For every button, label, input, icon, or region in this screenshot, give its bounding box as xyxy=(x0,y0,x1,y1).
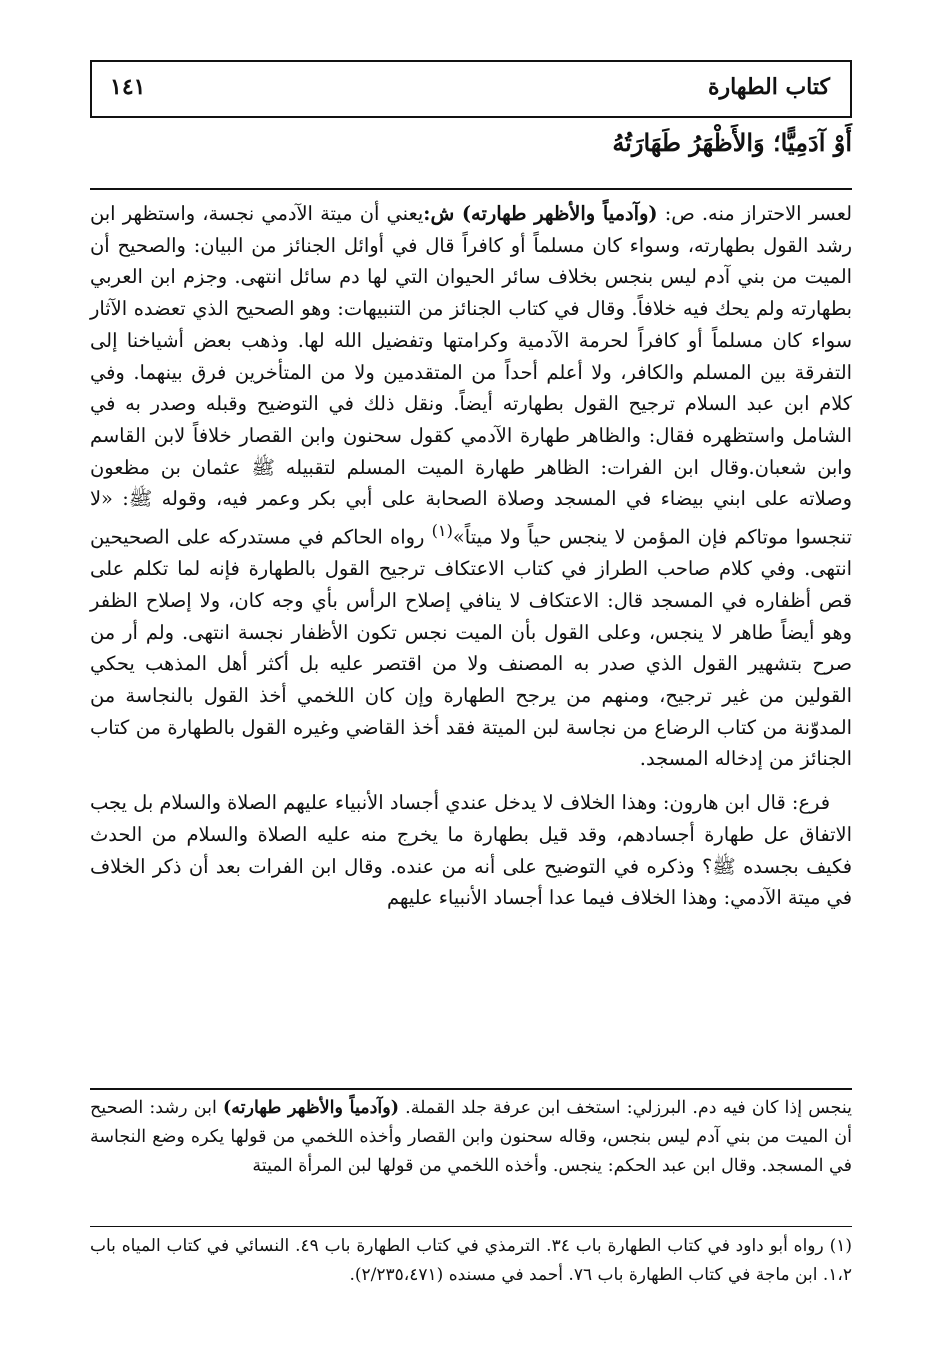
p1-intro: لعسر الاحتراز منه. ص: xyxy=(657,202,852,225)
page-number: ١٤١ xyxy=(110,74,146,100)
footnote xyxy=(90,1232,852,1290)
paragraph-2: فرع: قال ابن هارون: وهذا الخلاف لا يدخل عندي أجساد الأنبياء عليهم الصلاة والسلام بل يجب الاتفاق عل طهارة أجسادهم، وقد قيل بطهارة ما يخرج منه عليه الصلاة والسلام من الحدث فكيف بجسده ﷺ؟ وذكره في التوضيح على أنه من عنده. وقال ابن الفرات بعد أن ذكر الخلاف في ميتة الآدمي: وهذا الخلاف فيما عدا أجساد الأنبياء عليهم xyxy=(90,791,852,910)
page-header xyxy=(90,60,852,118)
commentary-quote: (وآدمياً والأظهر طهارته) xyxy=(222,1098,399,1118)
commentary-intro: ينجس إذا كان فيه دم. البرزلي: استخف ابن عرفة جلد القملة. xyxy=(399,1098,852,1118)
main-text xyxy=(90,198,852,914)
p1-body: يعني أن ميتة الآدمي نجسة، واستظهر ابن رشد القول بطهارته، وسواء كان مسلماً أو كافراً قال في أوائل الجنائز من البيان: والصحيح أن الميت من بني آدم ليس بنجس بخلاف سائر الحيوان التي لها دم سائل انتهى. وجزم ابن العربي بطهارته ولم يحك فيه خلافاً. وقال في كتاب الجنائز من التنبيهات: وهو الصحيح الذي تعضده الآثار سواء كان مسلماً أو كافراً لحرمة الآدمية وكرامتها وتفضيل الله لها. وذهب بعض أشياخنا إلى التفرقة بين المسلم والكافر، ولا أعلم أحداً من المتقدمين ولا من المتأخرين فرق بينهما. وفي كلام ابن عبد السلام ترجيح القول بطهارته أيضاً. ونقل ذلك في التوضيح وقبله وصدر به في الشامل واستظهره فقال: والظاهر طهارة الآدمي كقول سحنون وابن القصار خلافاً لابن القاسم وابن شعبان.وقال ابن الفرات: الظاهر طهارة الميت المسلم لتقبيله ﷺ عثمان بن مظعون وصلاته على ابني بيضاء في المسجد وصلاة الصحابة على أبي بكر وعمر فيه، وقوله ﷺ: «لا تنجسوا موتاكم فإن المؤمن لا ينجس حياً ولا ميتاً» xyxy=(90,202,852,549)
commentary-body: ابن رشد: الصحيح أن الميت من بني آدم ليس بنجس، وقاله سحنون وابن القصار وأخذه اللخمي من قولها يكره وضع النجاسة في المسجد. وقال ابن عبد الحكم: ينجس. وأخذه اللخمي من قولها لبن المرأة الميتة xyxy=(90,1098,852,1176)
chapter-title: كتاب الطهارة xyxy=(707,74,830,100)
divider-top xyxy=(90,188,852,190)
commentary-text xyxy=(90,1094,852,1181)
p1-continuation: رواه الحاكم في مستدركه على الصحيحين انتهى. وفي كلام صاحب الطراز في كتاب الاعتكاف ترجيح القول بالطهارة فإنه لما تكلم على قص أظفاره في المسجد قال: الاعتكاف لا ينافي إصلاح الرأس بأي وجه كان، ولا إصلاح الظفر وهو أيضاً طاهر لا ينجس، وعلى القول بأن الميت نجس تكون الأظفار نجسة انتهى. ولم أر من صرح بتشهير القول الذي صدر به المصنف ولا من اقتصر عليه بل أكثر أهل المذهب يحكي القولين من غير ترجيح، ومنهم من يرجح الطهارة وإن كان اللخمي أخذ القول بالنجاسة من المدوّنة من كتاب الرضاع من نجاسة لبن الميتة فقد أخذ القاضي وغيره القول بالطهارة من كتاب الجنائز من إدخاله المسجد. xyxy=(90,525,852,771)
matn-verse: أَوْ آدَمِيًّا؛ وَالأَظْهَرُ طَهَارَتُهُ xyxy=(612,128,852,157)
footnote-reference: (١) xyxy=(431,521,453,541)
paragraph-1 xyxy=(90,198,852,775)
footnote-text: (١) رواه أبو داود في كتاب الطهارة باب ٣٤. الترمذي في كتاب الطهارة باب ٤٩. النسائي في كتاب المياه باب ١،٢. ابن ماجة في كتاب الطهارة باب ٧٦. أحمد في مسنده (٢/٢٣٥،٤٧١). xyxy=(90,1236,852,1285)
commentary-paragraph xyxy=(90,1094,852,1181)
divider-commentary xyxy=(90,1088,852,1090)
divider-footnote xyxy=(90,1226,852,1227)
matn-quote: (وآدمياً والأظهر طهارته) ش: xyxy=(423,202,658,225)
